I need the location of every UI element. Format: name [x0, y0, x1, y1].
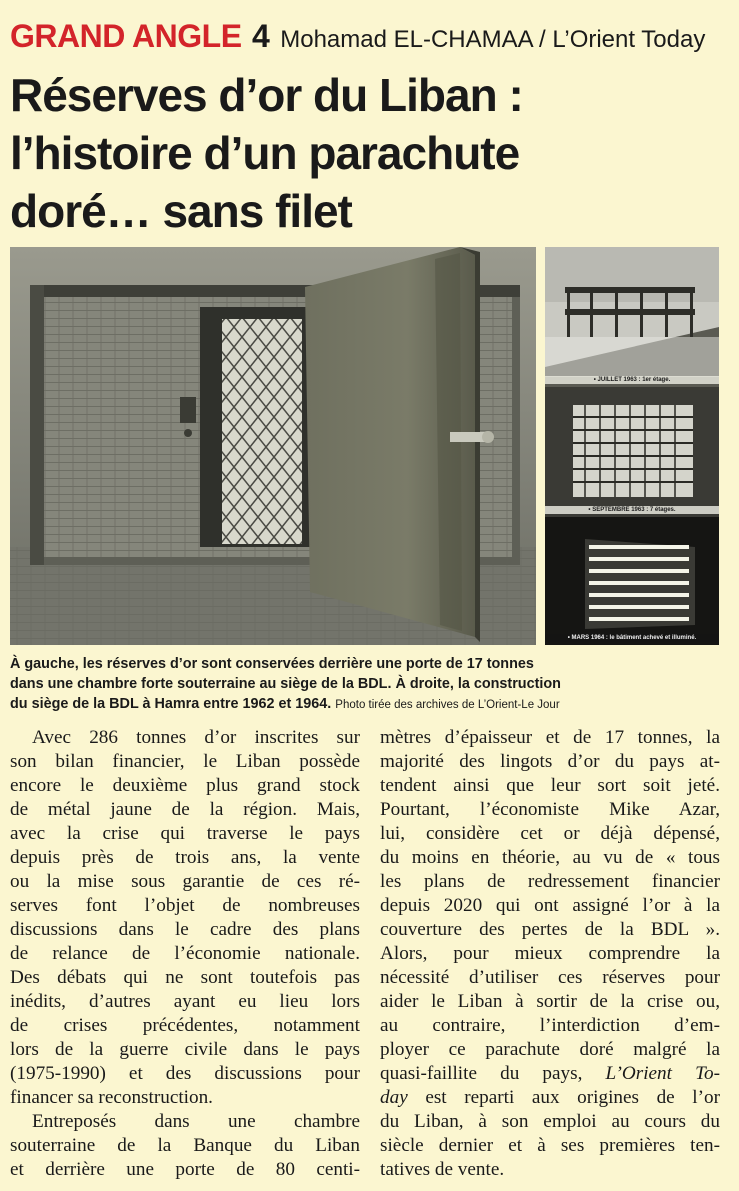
- body-line: Des débats qui ne sont toutefois pas: [10, 967, 360, 988]
- body-line: couverture des pertes de la BDL ».: [380, 919, 720, 940]
- body-line: Entreposés dans une chambre: [32, 1111, 360, 1132]
- body-line: encore le deuxième plus grand stock: [10, 775, 360, 796]
- body-line: depuis 2020 qui ont assigné l’or à la: [380, 895, 720, 916]
- body-line: nécessité d’utiliser ces réserves pour: [380, 967, 720, 988]
- body-line: (1975-1990) et des discussions pour: [10, 1063, 360, 1084]
- photo-caption: [10, 654, 730, 715]
- body-line: mètres d’épaisseur et de 17 tonnes, la: [380, 727, 720, 748]
- headline-line: l’histoire d’un parachute: [10, 127, 520, 179]
- body-line: financer sa reconstruction.: [10, 1087, 213, 1108]
- body-line: lors de la guerre civile dans le pays: [10, 1039, 360, 1060]
- body-text: est reparti aux origines de l’or: [425, 1087, 720, 1108]
- publication-name: day: [380, 1087, 408, 1108]
- headline: [10, 66, 730, 240]
- caption-line: dans une chambre forte souterraine au siège de la BDL. À droite, la construction: [10, 676, 561, 692]
- body-line: discussions dans le cadre des plans: [10, 919, 360, 940]
- section-kicker: [10, 18, 705, 55]
- body-line: avec la crise qui traverse le pays: [10, 823, 360, 844]
- section-rubric: GRAND ANGLE: [10, 18, 242, 54]
- body-line: siècle dernier et à ses premières ten-: [380, 1135, 720, 1156]
- byline: Mohamad EL-CHAMAA / L’Orient Today: [280, 26, 706, 53]
- headline-line: Réserves d’or du Liban :: [10, 69, 523, 121]
- body-line: tendent ainsi que leur sort soit jeté.: [380, 775, 720, 796]
- publication-name: L’Orient To-: [605, 1063, 720, 1084]
- article-column-left: [10, 726, 360, 1182]
- body-line: de crises précédentes, notamment: [10, 1015, 360, 1036]
- body-line: son bilan financier, le Liban possède: [10, 751, 360, 772]
- headline-line: doré… sans filet: [10, 185, 352, 237]
- article-column-right: [380, 726, 720, 1182]
- body-line: de relance de l’économie nationale.: [10, 943, 360, 964]
- body-line: inédits, d’autres ayant eu lieu lors: [10, 991, 360, 1012]
- body-line: Alors, pour mieux comprendre la: [380, 943, 720, 964]
- photo-label: • JUILLET 1963 : 1er étage.: [545, 376, 719, 384]
- body-line: depuis près de trois ans, la vente: [10, 847, 360, 868]
- body-line: aider le Liban à sortir de la crise ou,: [380, 991, 720, 1012]
- body-line: Pourtant, l’économiste Mike Azar,: [380, 799, 720, 820]
- body-line: [380, 1086, 720, 1110]
- construction-photo-september-1963: [545, 387, 719, 517]
- page-number: 4: [251, 18, 270, 54]
- body-line: serves font l’objet de nombreuses: [10, 895, 360, 916]
- vault-door-photo: [10, 247, 536, 645]
- caption-line: À gauche, les réserves d’or sont conservées derrière une porte de 17 tonnes: [10, 656, 534, 672]
- caption-text: du siège de la BDL à Hamra entre 1962 et 1964.: [10, 696, 332, 712]
- body-line: souterraine de la Banque du Liban: [10, 1135, 360, 1156]
- body-line: les plans de redressement financier: [380, 871, 720, 892]
- photo-label: • MARS 1964 : le bâtiment achevé et illuminé.: [545, 634, 719, 642]
- body-line: tatives de vente.: [380, 1159, 505, 1180]
- photo-credit: Photo tirée des archives de L’Orient-Le Jour: [335, 699, 560, 711]
- body-line: ployer ce parachute doré malgré la: [380, 1039, 720, 1060]
- body-line: au contraire, l’interdiction d’em-: [380, 1015, 720, 1036]
- body-line: majorité des lingots d’or du pays at-: [380, 751, 720, 772]
- body-line: du moins en théorie, au vu de « tous: [380, 847, 720, 868]
- body-line: ou la mise sous garantie de ces ré-: [10, 871, 360, 892]
- construction-photo-march-1964: [545, 517, 719, 645]
- body-line: [380, 1062, 720, 1086]
- construction-photo-july-1963: [545, 247, 719, 387]
- body-line: et derrière une porte de 80 centi-: [10, 1159, 360, 1180]
- body-line: de métal jaune de la région. Mais,: [10, 799, 360, 820]
- body-line: lui, considère cet or déjà dépensé,: [380, 823, 720, 844]
- photo-label: • SEPTEMBRE 1963 : 7 étages.: [545, 506, 719, 514]
- body-text: quasi-faillite du pays,: [380, 1063, 583, 1084]
- body-line: Avec 286 tonnes d’or inscrites sur: [32, 727, 360, 748]
- body-line: du Liban, à son emploi au cours du: [380, 1111, 720, 1132]
- caption-line: [10, 694, 730, 715]
